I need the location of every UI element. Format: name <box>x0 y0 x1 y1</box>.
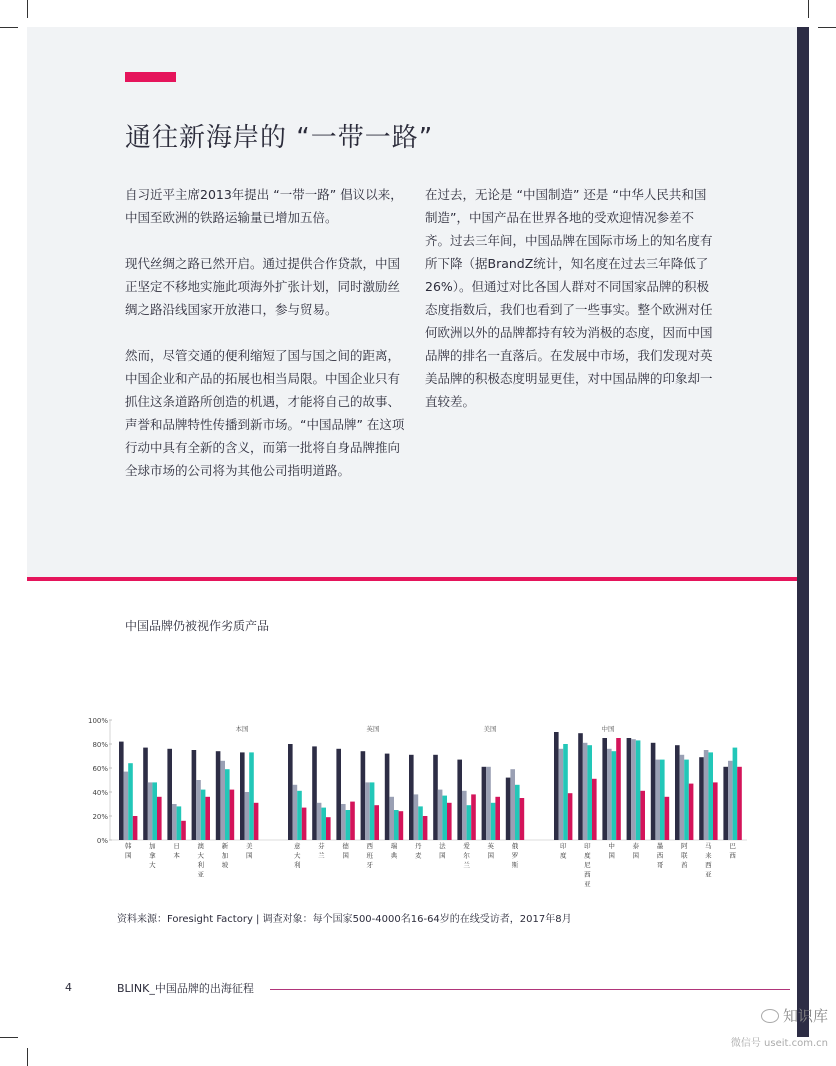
bar <box>414 794 419 840</box>
y-tick-label: 20% <box>92 813 108 821</box>
x-tick-label: 中 <box>608 842 615 850</box>
bar <box>578 733 583 840</box>
x-tick-label: 马 <box>705 842 712 850</box>
paragraph: 然而，尽管交通的便利缩短了国与国之间的距离，中国企业和产品的拓展也相当局限。中国企业只有抓住这条道路所创造的机遇，才能将自己的故事、声誉和品牌特性传播到新市场。“中国品牌” 在这项行动中具有全新的含义，而第一批将自身品牌推向全球市场的公司将为其他公司指明道路。 <box>125 348 405 478</box>
x-tick-label: 牙 <box>366 861 374 869</box>
bar <box>442 796 447 840</box>
bar <box>723 767 728 840</box>
bar <box>133 816 138 840</box>
paragraph: 在过去，无论是 “中国制造” 还是 “中华人民共和国制造”，中国产品在世界各地的受欢迎情况参差不齐。过去三年间，中国品牌在国际市场上的知名度有所下降（据BrandZ统计，知名度在过去三年降低了26%）。但通过对比各国人群对不同国家品牌的积极态度指数后，我们也看到了一些事实。整个欧洲对任何欧洲以外的品牌都持有较为消极的态度，因而中国品牌的排名一直落后。在发展中市场，我们发现对英美品牌的积极态度明显更佳，对中国品牌的印象却一直较差。 <box>425 187 713 409</box>
title-accent-bar <box>125 72 176 82</box>
watermark-sub: 微信号 useit.com.cn <box>730 1038 828 1049</box>
x-tick-label: 典 <box>390 851 398 860</box>
group-label: 本国 <box>235 725 249 733</box>
bar <box>655 760 660 840</box>
bar <box>192 750 197 840</box>
x-tick-label: 芬 <box>318 842 325 850</box>
bar <box>297 791 302 840</box>
x-tick-label: 利 <box>197 861 205 869</box>
body-column-left <box>125 183 407 505</box>
bar <box>482 767 487 840</box>
bar <box>651 743 656 840</box>
bar <box>288 744 293 840</box>
x-tick-label: 尼 <box>584 861 591 869</box>
bar <box>733 748 738 840</box>
bar <box>152 782 157 840</box>
bar <box>568 793 573 840</box>
x-tick-label: 加 <box>149 842 156 850</box>
x-tick-label: 西 <box>656 851 664 860</box>
x-tick-label: 国 <box>342 851 349 860</box>
bar <box>520 798 525 840</box>
x-tick-label: 大 <box>197 851 205 860</box>
page-title: 通往新海岸的 “一带一路” <box>125 123 434 153</box>
x-tick-label: 新 <box>221 842 229 850</box>
bar <box>689 784 694 840</box>
chart-title: 中国品牌仍被视作劣质产品 <box>125 619 270 633</box>
x-tick-label: 法 <box>439 842 446 850</box>
y-tick-label: 40% <box>92 789 108 797</box>
bar <box>713 782 718 840</box>
bar <box>680 755 685 840</box>
x-tick-label: 瑞 <box>390 842 398 850</box>
bar <box>216 751 221 840</box>
x-tick-label: 巴 <box>729 842 736 850</box>
bar <box>389 797 394 840</box>
crop-mark <box>808 0 809 18</box>
bar <box>201 790 206 840</box>
watermark-name: 知识库 <box>782 1007 828 1025</box>
x-tick-label: 罗 <box>511 851 519 860</box>
bar <box>607 749 612 840</box>
crop-mark <box>0 27 18 28</box>
x-tick-label: 国 <box>487 851 495 860</box>
bar <box>554 732 559 840</box>
bar <box>660 760 665 840</box>
bar <box>612 751 617 840</box>
bar <box>249 752 254 840</box>
x-tick-label: 丹 <box>414 842 422 850</box>
group-label: 英国 <box>366 725 380 733</box>
bar <box>167 749 172 840</box>
bar <box>438 790 443 840</box>
bar <box>385 754 390 840</box>
bar <box>506 778 511 840</box>
bar <box>148 782 153 840</box>
bar <box>423 816 428 840</box>
x-tick-label: 利 <box>293 861 301 869</box>
footer-title: BLINK_中国品牌的出海征程 <box>117 982 254 995</box>
bar <box>361 751 366 840</box>
bar <box>293 785 298 840</box>
x-tick-label: 国 <box>124 851 132 860</box>
bar <box>365 782 370 840</box>
x-tick-label: 爱 <box>463 842 470 850</box>
x-tick-label: 大 <box>293 851 301 860</box>
bar <box>205 797 210 840</box>
bar <box>124 772 129 840</box>
bar-chart <box>82 680 762 890</box>
bar <box>462 791 467 840</box>
bar <box>592 779 597 840</box>
x-tick-label: 西 <box>584 870 591 879</box>
bar <box>177 806 182 840</box>
x-tick-label: 美 <box>245 842 253 850</box>
bar <box>409 755 414 840</box>
bar <box>486 767 491 840</box>
bar <box>563 744 568 840</box>
x-tick-label: 班 <box>366 851 374 860</box>
paragraph: 现代丝绸之路已然开启。通过提供合作贷款，中国正坚定不移地实施此项海外扩张计划，同时激励丝绸之路沿线国家开放港口，参与贸易。 <box>125 256 401 317</box>
x-tick-label: 度 <box>559 851 567 860</box>
crop-mark <box>0 1037 18 1038</box>
bar <box>143 748 148 840</box>
group-label: 美国 <box>483 725 497 733</box>
bar <box>172 804 177 840</box>
bar <box>225 769 230 840</box>
y-tick-label: 0% <box>96 837 108 845</box>
bar <box>370 782 375 840</box>
bar <box>640 791 645 840</box>
bar <box>583 743 588 840</box>
x-tick-label: 印 <box>584 842 591 850</box>
bar <box>254 803 259 840</box>
source-note: 资料来源：Foresight Factory | 调查对象：每个国家500-4000名16-64岁的在线受访者，2017年8月 <box>117 914 572 925</box>
right-edge-band <box>797 27 809 1037</box>
y-tick-label: 60% <box>92 765 108 773</box>
x-tick-label: 大 <box>149 861 156 869</box>
bar <box>684 760 689 840</box>
bar <box>433 755 438 840</box>
watermark <box>720 1005 828 1055</box>
bar <box>636 740 641 840</box>
bar <box>418 806 423 840</box>
bar <box>467 805 472 840</box>
x-tick-label: 麦 <box>414 851 422 860</box>
x-tick-label: 泰 <box>632 842 640 850</box>
x-tick-label: 国 <box>245 851 253 860</box>
bar <box>157 797 162 840</box>
bar <box>346 810 351 840</box>
bar <box>704 750 709 840</box>
x-tick-label: 亚 <box>584 880 591 888</box>
x-tick-label: 印 <box>559 842 567 850</box>
x-tick-label: 国 <box>608 851 615 860</box>
x-tick-label: 阿 <box>680 842 688 850</box>
bar <box>220 761 225 840</box>
x-tick-label: 俄 <box>511 842 519 850</box>
bar <box>587 745 592 840</box>
bar <box>196 780 201 840</box>
section-divider <box>27 577 797 581</box>
bar <box>350 802 355 840</box>
x-tick-label: 坡 <box>221 861 229 869</box>
x-tick-label: 加 <box>221 851 229 860</box>
bar <box>627 738 632 840</box>
bar <box>394 810 399 840</box>
bar <box>312 746 317 840</box>
bar <box>728 761 733 840</box>
x-tick-label: 意 <box>293 842 301 850</box>
x-tick-label: 德 <box>342 842 349 850</box>
x-tick-label: 西 <box>366 842 374 850</box>
bar <box>399 811 404 840</box>
bar <box>495 797 500 840</box>
bar <box>326 817 331 840</box>
bar <box>181 821 186 840</box>
chat-bubble-icon <box>761 1009 779 1023</box>
x-tick-label: 尔 <box>463 851 470 860</box>
x-tick-label: 韩 <box>124 842 132 850</box>
x-tick-label: 度 <box>584 851 591 860</box>
body-column-right <box>425 183 715 436</box>
x-tick-label: 西 <box>729 851 736 860</box>
bar <box>317 803 322 840</box>
bar <box>240 752 245 840</box>
x-tick-label: 酋 <box>680 861 688 869</box>
bar <box>245 792 250 840</box>
crop-mark <box>27 1048 28 1066</box>
bar <box>336 749 341 840</box>
x-tick-label: 本 <box>173 851 180 860</box>
bar <box>602 738 607 840</box>
bar <box>341 804 346 840</box>
bar <box>616 738 621 840</box>
crop-mark <box>27 0 28 18</box>
x-tick-label: 兰 <box>463 861 470 869</box>
crop-mark <box>818 27 836 28</box>
footer-rule <box>270 989 790 990</box>
y-tick-label: 100% <box>87 717 108 725</box>
bar <box>737 767 742 840</box>
x-tick-label: 拿 <box>149 851 156 860</box>
bar <box>128 763 133 840</box>
bar <box>631 739 636 840</box>
bar <box>510 769 515 840</box>
bar <box>491 803 496 840</box>
x-tick-label: 亚 <box>197 870 205 879</box>
x-tick-label: 哥 <box>656 861 664 869</box>
x-tick-label: 来 <box>705 851 712 860</box>
bar <box>471 794 476 840</box>
bar <box>321 808 326 840</box>
bar <box>708 752 713 840</box>
x-tick-label: 日 <box>173 842 180 850</box>
bar <box>699 757 704 840</box>
x-tick-label: 西 <box>705 861 712 869</box>
bar <box>374 805 379 840</box>
bar <box>447 803 452 840</box>
bar <box>559 749 564 840</box>
x-tick-label: 国 <box>632 851 640 860</box>
x-tick-label: 澳 <box>197 842 205 850</box>
x-tick-label: 墨 <box>656 842 664 850</box>
bar <box>515 785 520 840</box>
bar <box>665 797 670 840</box>
x-tick-label: 联 <box>680 851 688 860</box>
bar <box>230 790 235 840</box>
bar <box>457 760 462 840</box>
bar <box>302 808 307 840</box>
x-tick-label: 兰 <box>318 851 325 860</box>
bar <box>675 745 680 840</box>
x-tick-label: 亚 <box>705 870 712 879</box>
group-label: 中国 <box>601 725 615 733</box>
x-tick-label: 斯 <box>511 861 519 869</box>
watermark-logo <box>720 1005 828 1026</box>
paragraph: 自习近平主席2013年提出 “一带一路” 倡议以来，中国至欧洲的铁路运输量已增加五倍。 <box>125 187 403 225</box>
y-tick-label: 80% <box>92 741 108 749</box>
page-number: 4 <box>65 981 72 994</box>
bar <box>119 742 124 840</box>
x-tick-label: 国 <box>439 851 446 860</box>
x-tick-label: 英 <box>487 842 495 850</box>
